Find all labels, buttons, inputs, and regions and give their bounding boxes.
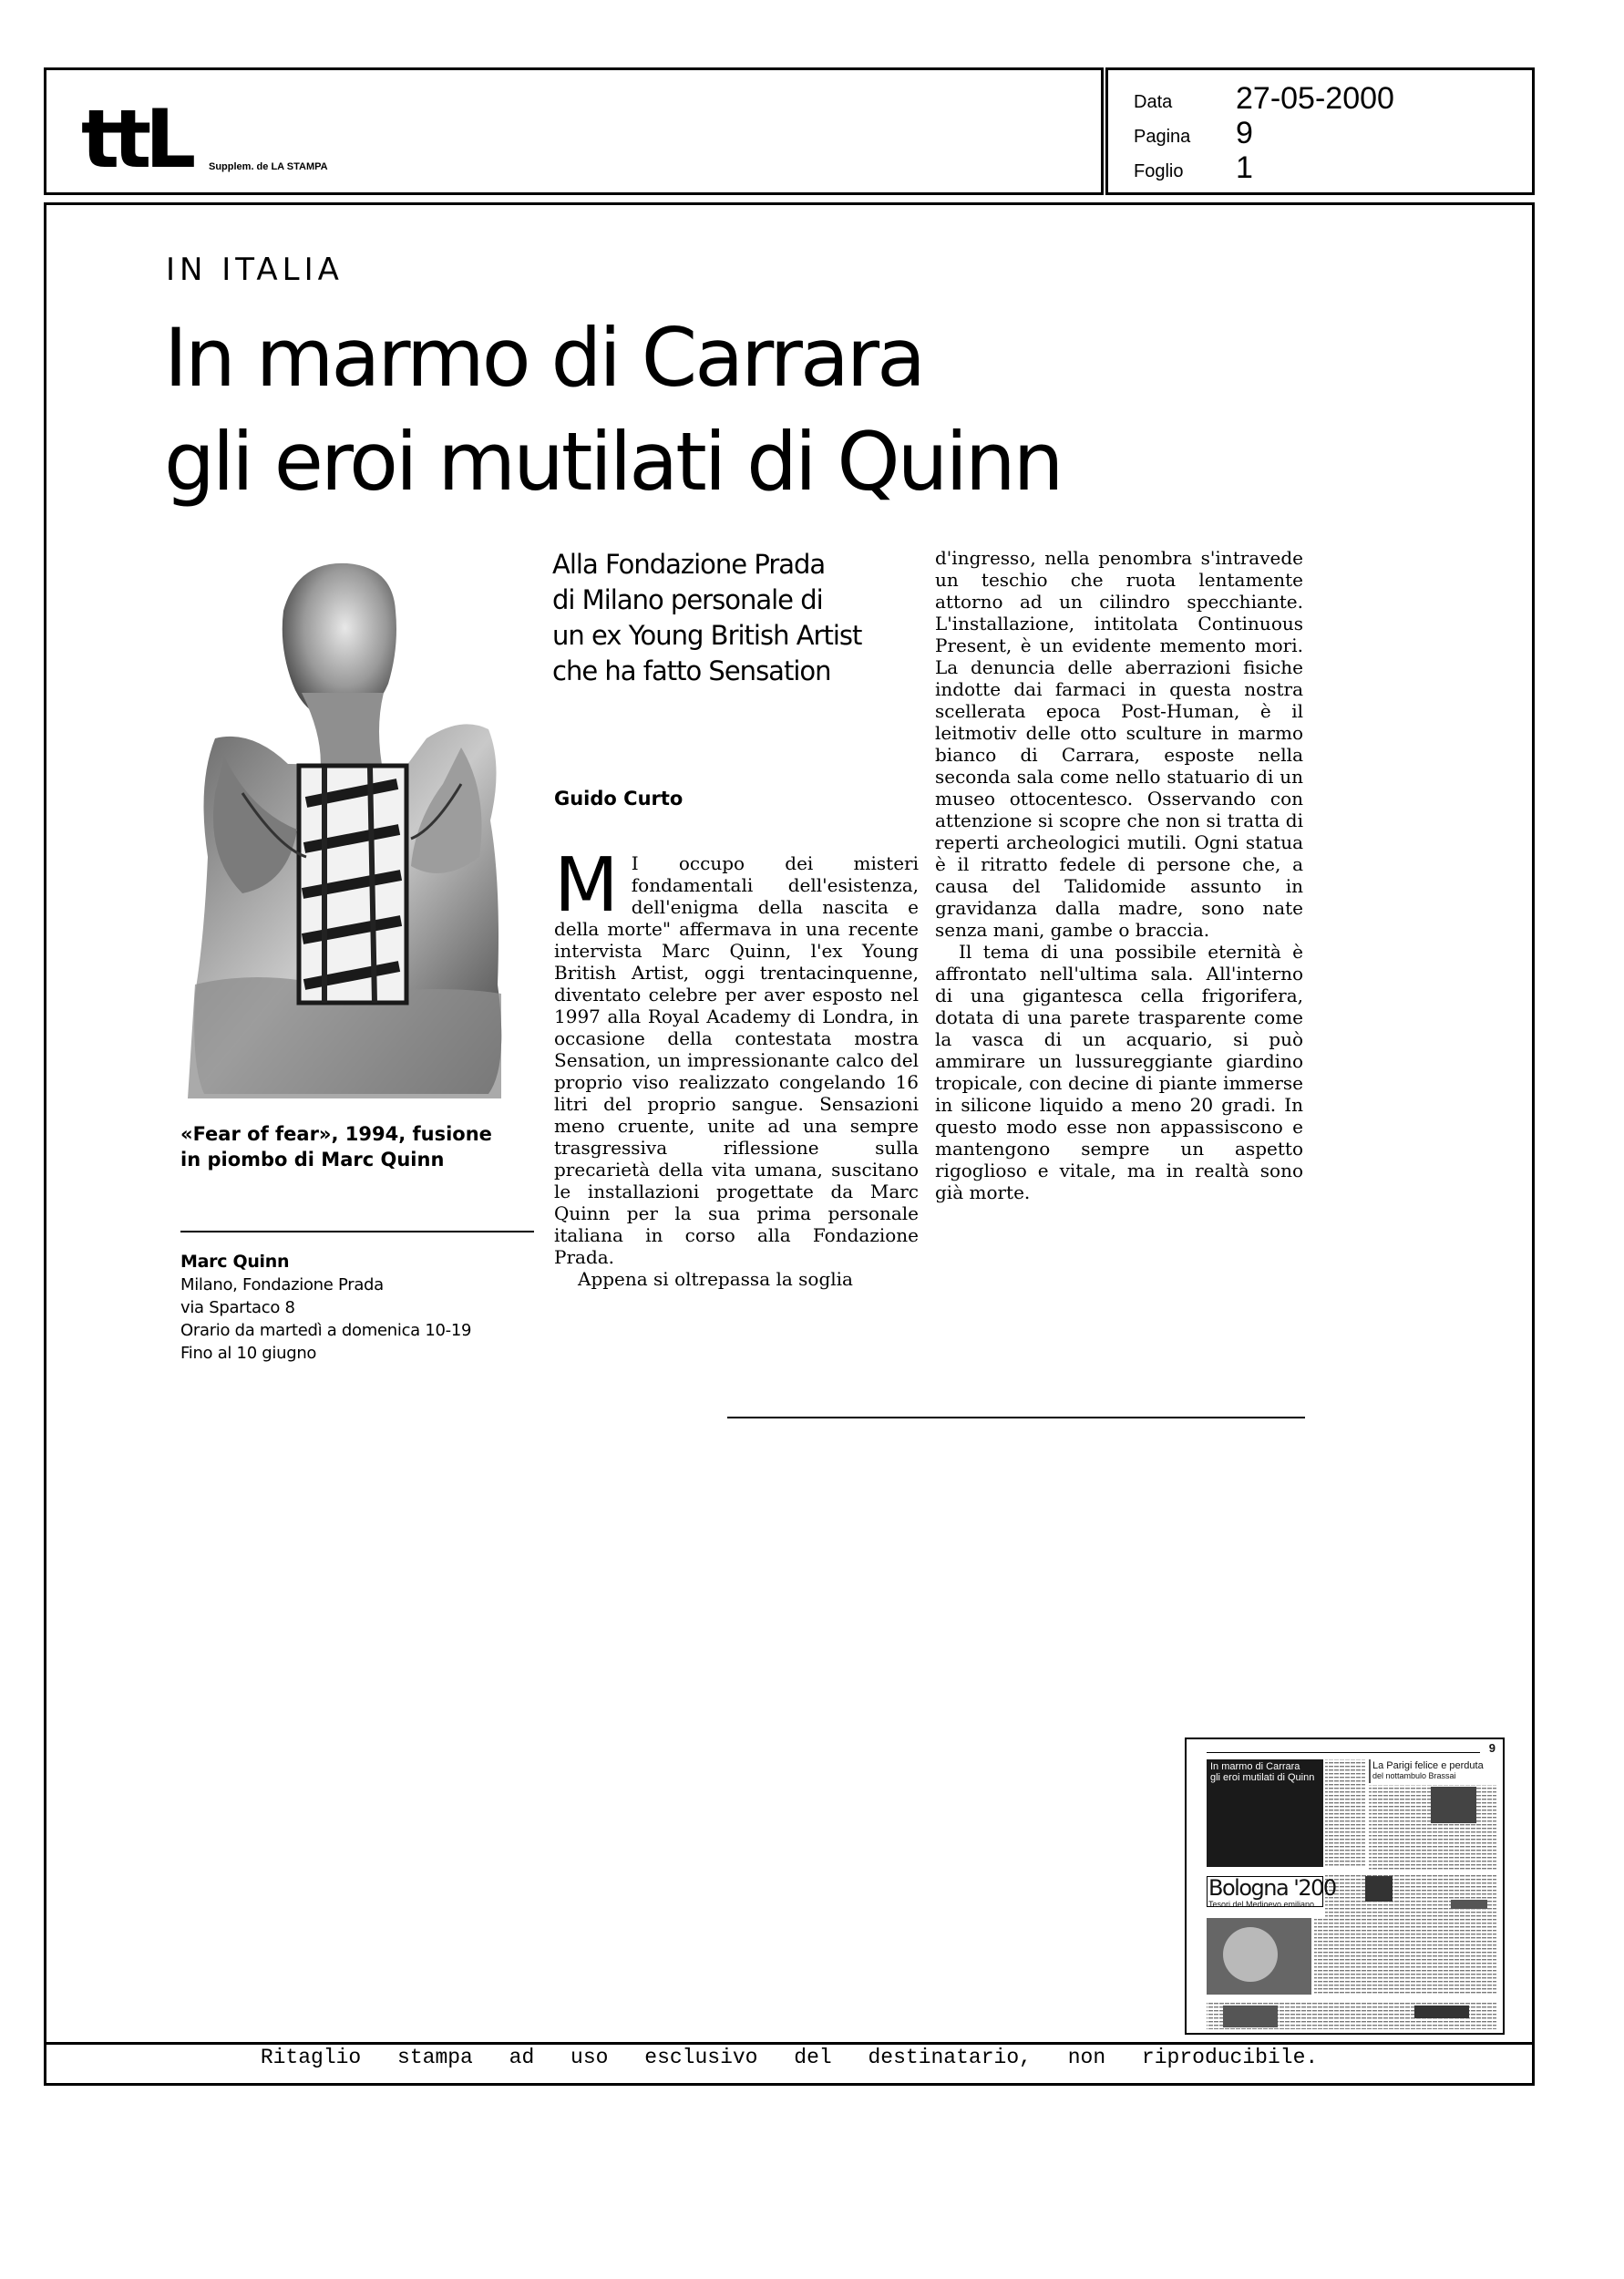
headline [164, 306, 1394, 514]
headline-line: In marmo di Carrara [164, 311, 924, 405]
thumbnail-section-subtitle: Tesori del Medioevo emiliano [1208, 1900, 1315, 1909]
paragraph-text: I occupo dei misteri fondamentali dell'esistenza, dell'enigma della nascita e della morte" affermava in una recente intervista Marc Quinn, l'ex Young British Artist, oggi trentacinquenne, diventato celebre per aver esposto nel 1997 alla Royal Academy di Londra, in occasione della contestata mostra Sensation, un impressionante calco del proprio viso realizzato congelando 16 litri del proprio sangue. Sensazioni meno cruente, unite ad una sempre trasgressiva riflessione sulla precarietà della vita umana, suscitano le installazioni progettate da Marc Quinn per la sua prima personale italiana in corso alla Fondazione Prada. [554, 852, 919, 1268]
meta-label: Foglio [1134, 161, 1184, 181]
meta-value: 1 [1236, 150, 1253, 185]
article-end-rule [727, 1417, 1305, 1418]
info-line: Milano, Fondazione Prada [180, 1275, 384, 1294]
header-meta-box [1105, 67, 1535, 195]
page-thumbnail [1185, 1738, 1505, 2035]
thumbnail-page-number: 9 [1488, 1741, 1496, 1755]
meta-value: 9 [1236, 116, 1253, 150]
exhibition-info [180, 1251, 545, 1365]
body-paragraph: Il tema di una possibile eternità è affrontato nell'ultima sala. All'interno di una gigantesca cella frigorifera, dotata di una parete trasparente come la vasca di un acquario, si può ammirare un lussureggiante giardino tropicale, con decine di piante immerse in silicone liquido a meno 20 gradi. In questo modo esse non appassiscono e mantengono sempre un aspetto rigoglioso e vitale, ma in realtà sono già morte. [935, 941, 1303, 1203]
body-paragraph: Appena si oltrepassa la soglia [578, 1268, 853, 1290]
footer-notice: Ritaglio stampa ad uso esclusivo del destinatario, non riproducibile. [260, 2046, 1319, 2069]
thumbnail-title: gli eroi mutilati di Quinn [1210, 1772, 1315, 1783]
meta-label: Pagina [1134, 127, 1191, 147]
thumbnail-title: In marmo di Carrara [1210, 1761, 1300, 1772]
meta-label: Data [1134, 92, 1173, 112]
summary-line: Alla Fondazione Prada [552, 549, 826, 580]
summary [552, 547, 953, 689]
info-divider [180, 1231, 534, 1232]
info-line: via Spartaco 8 [180, 1298, 295, 1317]
thumbnail-section-title: Bologna '200 [1208, 1875, 1336, 1901]
info-line: Orario da martedì a domenica 10-19 [180, 1321, 472, 1340]
thumbnail-side-subtitle: del nottambulo Brassai [1372, 1771, 1456, 1780]
info-artist: Marc Quinn [180, 1252, 290, 1272]
sculpture-photo [188, 556, 512, 1098]
headline-line: gli eroi mutilati di Quinn [164, 415, 1062, 509]
meta-value: 27-05-2000 [1236, 81, 1394, 116]
footer-rule [44, 2042, 1535, 2045]
supplement-label: Supplem. de LA STAMPA [209, 161, 328, 172]
body-column-1 [554, 842, 919, 1290]
ttl-logo: ttL [81, 92, 190, 186]
author-byline: Guido Curto [554, 788, 684, 810]
section-kicker: IN ITALIA [166, 252, 344, 288]
body-paragraph [554, 842, 919, 1268]
summary-line: che ha fatto Sensation [552, 655, 831, 686]
thumbnail-side-title: La Parigi felice e perduta [1372, 1760, 1484, 1771]
photo-caption: «Fear of fear», 1994, fusione in piombo di Marc Quinn [180, 1123, 492, 1170]
thumbnail-rule [1207, 1752, 1480, 1753]
summary-line: un ex Young British Artist [552, 620, 862, 651]
summary-line: di Milano personale di [552, 584, 823, 615]
body-paragraph: d'ingresso, nella penombra s'intravede un teschio che ruota lentamente attorno ad un cilindro specchiante. L'installazione, intitolata Continuous Present, è un evidente memento mori. La denuncia delle aberrazioni fisiche indotte dai farmaci in questa nostra scellerata epoca Post-Human, è il leitmotiv delle otto sculture in marmo bianco di Carrara, esposte nella seconda sala come nello statuario di un museo ottocentesco. Osservando con attenzione si scopre che non si tratta di reperti archeologici mutili. Ogni statua è il ritratto fedele di persone che, a causa del Talidomide assunto in gravidanza dalla madre, sono nate senza mani, gambe o braccia. [935, 547, 1303, 941]
drop-cap: M [554, 842, 619, 929]
info-line: Fino al 10 giugno [180, 1344, 317, 1363]
header-masthead [44, 67, 1104, 195]
body-column-2 [935, 547, 1303, 1203]
